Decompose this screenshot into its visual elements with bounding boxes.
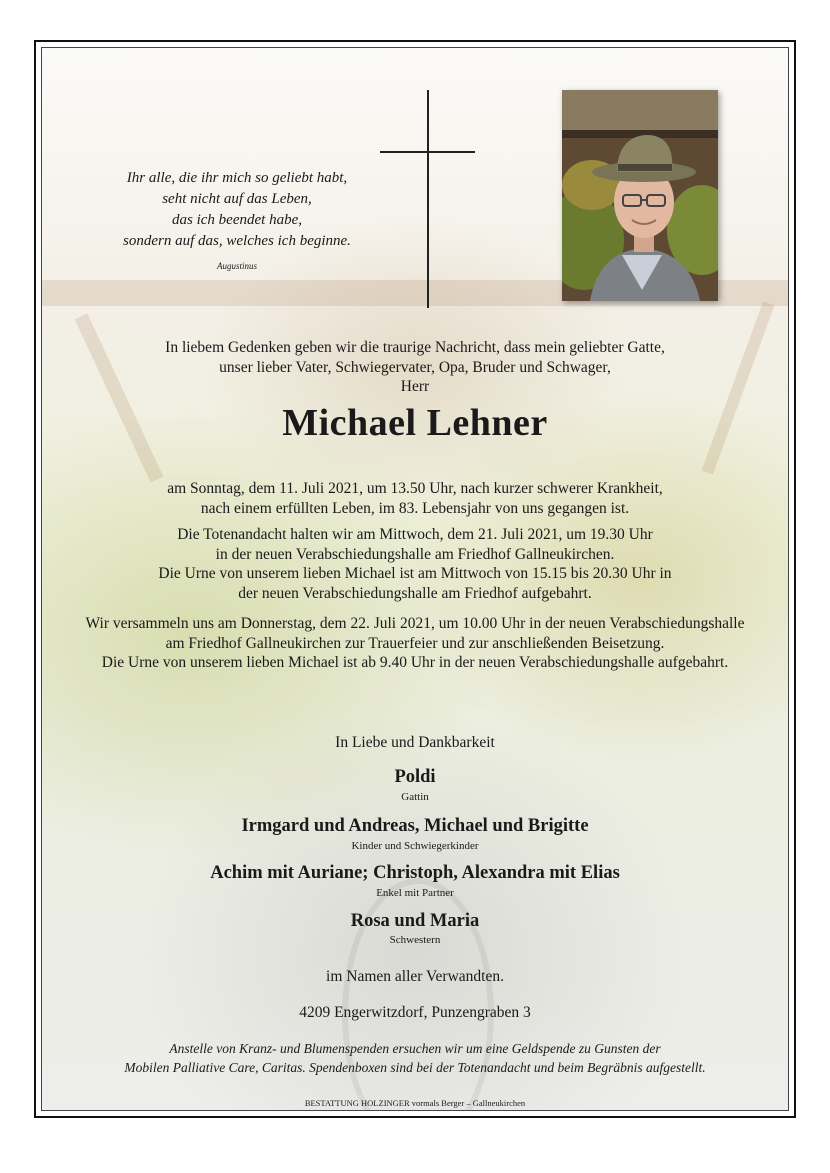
quote-line: sondern auf das, welches ich beginne. — [123, 233, 351, 249]
funeral-home-footer: BESTATTUNG HOLZINGER vormals Berger – Gallneukirchen — [304, 1098, 526, 1108]
cross-icon — [427, 90, 429, 308]
funeral-info — [42, 614, 788, 673]
mourner-names: Rosa und Maria — [350, 911, 480, 931]
memorial-card — [41, 47, 789, 1111]
mourner-names: Irmgard und Andreas, Michael und Brigitte — [241, 816, 589, 836]
donation-note — [42, 1039, 788, 1077]
intro-line: Herr — [400, 378, 430, 395]
quote-line: das ich beendet habe, — [172, 212, 302, 228]
death-notice-line: am Sonntag, dem 11. Juli 2021, um 13.50 Uhr, nach kurzer schwerer Krankheit, — [167, 480, 663, 497]
intro-line: In liebem Gedenken geben wir die traurige Nachricht, dass mein geliebter Gatte, — [165, 339, 665, 356]
intro-text — [42, 338, 788, 397]
donation-line: Anstelle von Kranz- und Blumenspenden ersuchen wir um eine Geldspende zu Gunsten der — [169, 1041, 661, 1056]
mourner-relation: Kinder und Schwiegerkinder — [351, 840, 479, 852]
intro-line: unser lieber Vater, Schwiegervater, Opa, Bruder und Schwager, — [219, 358, 611, 376]
vigil-line: der neuen Verabschiedungshalle am Friedhof aufgebahrt. — [238, 584, 592, 602]
funeral-line: Die Urne von unserem lieben Michael ist ab 9.40 Uhr in der neuen Verabschiedungshalle aufgebahrt. — [101, 654, 729, 671]
mourner-relation: Schwestern — [389, 934, 441, 946]
mourner-relation: Enkel mit Partner — [376, 887, 454, 899]
closing-line: In Liebe und Dankbarkeit — [335, 734, 495, 751]
deceased-name: Michael Lehner — [282, 402, 548, 444]
quote-block — [92, 168, 382, 277]
vigil-line: Die Urne von unserem lieben Michael ist am Mittwoch von 15.15 bis 20.30 Uhr in — [158, 565, 672, 582]
vigil-line: Die Totenandacht halten wir am Mittwoch, dem 21. Juli 2021, um 19.30 Uhr — [177, 526, 653, 543]
relatives-line: im Namen aller Verwandten. — [326, 968, 504, 985]
death-notice-line: nach einem erfüllten Leben, im 83. Lebensjahr von uns gegangen ist. — [200, 499, 630, 517]
funeral-line: Wir versammeln uns am Donnerstag, dem 22. Juli 2021, um 10.00 Uhr in der neuen Verabschiedungshalle — [85, 615, 745, 632]
death-notice — [42, 479, 788, 518]
mourner-names: Poldi — [394, 767, 436, 787]
portrait-photo — [562, 90, 718, 301]
mourner-relation: Gattin — [401, 791, 429, 803]
vigil-line: in der neuen Verabschiedungshalle am Friedhof Gallneukirchen. — [215, 545, 615, 563]
family-address: 4209 Engerwitzdorf, Punzengraben 3 — [299, 1004, 531, 1021]
page-border — [34, 40, 796, 1118]
donation-line: Mobilen Palliative Care, Caritas. Spendenboxen sind bei der Totenandacht und beim Begräbnis aufgestellt. — [124, 1060, 706, 1075]
quote-author: Augustinus — [216, 261, 257, 271]
vigil-info — [42, 525, 788, 603]
mourner-names: Achim mit Auriane; Christoph, Alexandra mit Elias — [210, 863, 620, 883]
quote-line: Ihr alle, die ihr mich so geliebt habt, — [126, 170, 348, 186]
funeral-line: am Friedhof Gallneukirchen zur Trauerfeier und zur anschließenden Beisetzung. — [165, 634, 665, 652]
quote-line: seht nicht auf das Leben, — [162, 191, 312, 207]
cross-icon — [380, 151, 475, 153]
